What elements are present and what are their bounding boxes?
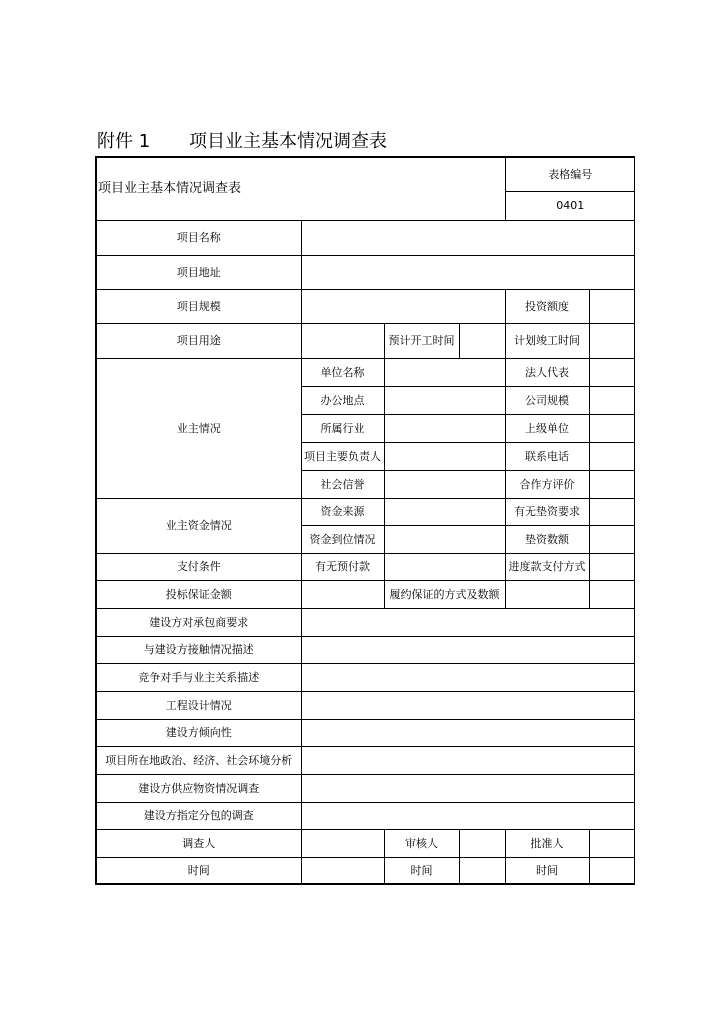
unit-name-field[interactable] [384,358,505,386]
social-reputation-label: 社会信誉 [301,470,384,498]
partner-rating-label: 合作方评价 [505,470,589,498]
material-supply-label: 建设方供应物资情况调查 [97,774,301,802]
project-address-label: 项目地址 [97,255,301,289]
advance-amount-field[interactable] [589,525,635,553]
funding-source-label: 资金来源 [301,498,384,525]
company-scale-field[interactable] [589,386,635,414]
advance-amount-label: 垫资数额 [505,525,589,553]
office-address-field[interactable] [384,386,505,414]
funds-in-place-label: 资金到位情况 [301,525,384,553]
reviewer-field[interactable] [459,829,505,857]
environment-analysis-field[interactable] [301,746,635,774]
contact-description-row [97,636,635,663]
material-supply-field[interactable] [301,774,635,802]
partner-rating-field[interactable] [589,470,635,498]
builder-tendency-row [97,719,635,746]
advance-requirement-field[interactable] [589,498,635,525]
progress-payment-field[interactable] [589,553,635,580]
date-row [97,857,635,884]
contact-phone-field[interactable] [589,442,635,470]
environment-analysis-label: 项目所在地政治、经济、社会环境分析 [97,746,301,774]
competitor-relation-field[interactable] [301,663,635,691]
prepayment-field[interactable] [384,553,505,580]
payment-terms-label: 支付条件 [97,553,301,580]
project-use-label: 项目用途 [97,323,301,358]
contact-description-field[interactable] [301,636,635,663]
contractor-requirements-label: 建设方对承包商要求 [97,608,301,636]
performance-bond-label: 履约保证的方式及数额 [384,580,505,608]
investigator-time-label: 时间 [97,857,301,884]
material-supply-row [97,774,635,802]
planned-completion-label: 计划竣工时间 [505,323,589,358]
project-use-row [97,323,635,358]
design-status-label: 工程设计情况 [97,691,301,719]
designated-subcontract-label: 建设方指定分包的调查 [97,802,301,829]
design-status-row [97,691,635,719]
approver-label: 批准人 [505,829,589,857]
project-name-label: 项目名称 [97,220,301,255]
form-title: 项目业主基本情况调查表 [97,158,505,220]
industry-label: 所属行业 [301,414,384,442]
contact-description-label: 与建设方接触情况描述 [97,636,301,663]
form-title-row [97,158,635,191]
reviewer-time-label: 时间 [384,857,459,884]
legal-rep-label: 法人代表 [505,358,589,386]
funds-in-place-field[interactable] [384,525,505,553]
investment-amount-label: 投资额度 [505,289,589,323]
designated-subcontract-field[interactable] [301,802,635,829]
company-scale-label: 公司规模 [505,386,589,414]
bond-extra-field[interactable] [589,580,635,608]
advance-requirement-label: 有无垫资要求 [505,498,589,525]
investigator-field[interactable] [301,829,384,857]
contact-phone-label: 联系电话 [505,442,589,470]
project-scale-row [97,289,635,323]
approver-time-label: 时间 [505,857,589,884]
performance-bond-field[interactable] [505,580,589,608]
survey-form [95,156,635,885]
survey-table [97,158,635,885]
planned-start-label: 预计开工时间 [384,323,459,358]
investigator-time-field[interactable] [301,857,384,884]
superior-unit-label: 上级单位 [505,414,589,442]
project-leader-field[interactable] [384,442,505,470]
reviewer-label: 审核人 [384,829,459,857]
bid-bond-field[interactable] [301,580,384,608]
payment-terms-row [97,553,635,580]
builder-tendency-field[interactable] [301,719,635,746]
reviewer-time-field[interactable] [459,857,505,884]
legal-rep-field[interactable] [589,358,635,386]
project-leader-label: 项目主要负责人 [301,442,384,470]
prepayment-label: 有无预付款 [301,553,384,580]
form-code-label: 表格编号 [505,158,635,191]
project-address-field[interactable] [301,255,635,289]
contractor-requirements-field[interactable] [301,608,635,636]
investigator-label: 调查人 [97,829,301,857]
owner-unit-row [97,358,635,386]
project-name-field[interactable] [301,220,635,255]
funding-source-field[interactable] [384,498,505,525]
builder-tendency-label: 建设方倾向性 [97,719,301,746]
project-name-row [97,220,635,255]
owner-situation-label: 业主情况 [97,358,301,498]
environment-analysis-row [97,746,635,774]
approver-field[interactable] [589,829,635,857]
owner-funds-label: 业主资金情况 [97,498,301,553]
approver-time-field[interactable] [589,857,635,884]
superior-unit-field[interactable] [589,414,635,442]
progress-payment-label: 进度款支付方式 [505,553,589,580]
industry-field[interactable] [384,414,505,442]
project-use-field[interactable] [301,323,384,358]
investment-amount-field[interactable] [589,289,635,323]
document-heading [97,128,617,156]
office-address-label: 办公地点 [301,386,384,414]
project-scale-label: 项目规模 [97,289,301,323]
planned-completion-field[interactable] [589,323,635,358]
contractor-requirements-row [97,608,635,636]
competitor-relation-label: 竞争对手与业主关系描述 [97,663,301,691]
attachment-label: 附件 1 [97,131,151,152]
project-scale-field[interactable] [301,289,505,323]
signature-row [97,829,635,857]
competitor-relation-row [97,663,635,691]
document-title: 项目业主基本情况调查表 [189,131,387,152]
planned-start-field[interactable] [459,323,505,358]
funds-source-row [97,498,635,525]
design-status-field[interactable] [301,691,635,719]
bid-bond-label: 投标保证金额 [97,580,301,608]
social-reputation-field[interactable] [384,470,505,498]
form-code-value: 0401 [505,191,635,220]
project-address-row [97,255,635,289]
bond-row [97,580,635,608]
unit-name-label: 单位名称 [301,358,384,386]
designated-subcontract-row [97,802,635,829]
